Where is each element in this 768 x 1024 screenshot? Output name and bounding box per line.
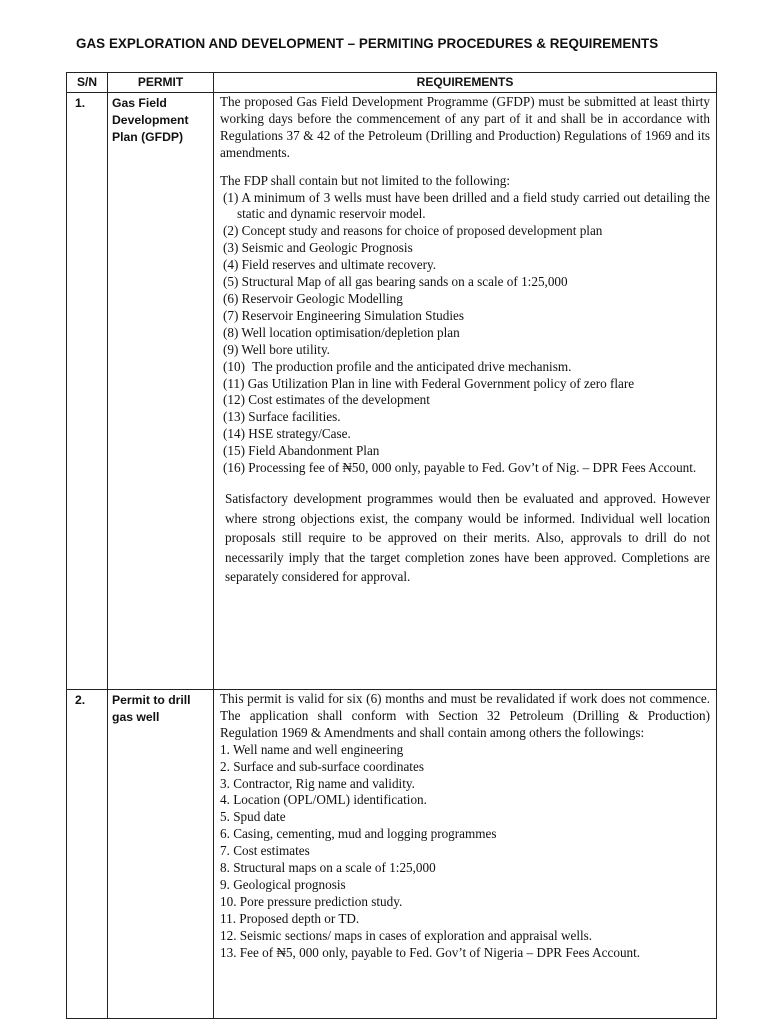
list-item: (14) HSE strategy/Case.: [223, 426, 351, 442]
list-item: 3. Contractor, Rig name and validity.: [220, 775, 415, 791]
list-item: (7) Reservoir Engineering Simulation Studies: [223, 307, 465, 323]
list-item: 4. Location (OPL/OML) identification.: [220, 792, 427, 808]
row-sn: 2.: [67, 690, 108, 1019]
list-item: 8. Structural maps on a scale of 1:25,000: [220, 860, 436, 876]
list-item: 10. Pore pressure prediction study.: [220, 893, 403, 909]
list-item: (6) Reservoir Geologic Modelling: [223, 290, 403, 306]
table-header-row: [67, 73, 717, 93]
header-permit: PERMIT: [108, 73, 214, 93]
closing-paragraph: Satisfactory development programmes would then be evaluated and approved. However where strong objections exist, the company would be informed. Individual well location proposals still require to be approved on their merits. Also, approvals to drill do not necessarily imply that the target completion zones have been approved. Completions are separately considered for approval.: [225, 490, 710, 585]
row-requirements: [214, 93, 717, 690]
header-requirements: REQUIREMENTS: [214, 73, 717, 93]
list-item: (13) Surface facilities.: [223, 409, 341, 425]
list-item: 5. Spud date: [220, 809, 286, 825]
list-item: 6. Casing, cementing, mud and logging programmes: [220, 826, 497, 842]
list-item: (8) Well location optimisation/depletion plan: [223, 324, 460, 340]
fdp-requirements-list: [220, 190, 710, 477]
list-item: (9) Well bore utility.: [223, 341, 330, 357]
drill-requirements-list: [220, 742, 710, 962]
row-permit: Permit to drill gas well: [108, 690, 214, 1019]
list-item: (15) Field Abandonment Plan: [223, 443, 380, 459]
row-permit: Gas Field Development Plan (GFDP): [108, 93, 214, 690]
list-item: (5) Structural Map of all gas bearing sands on a scale of 1:25,000: [223, 274, 568, 290]
list-item: 9. Geological prognosis: [220, 876, 346, 892]
list-heading: The FDP shall contain but not limited to the following:: [220, 172, 510, 188]
list-item: [220, 359, 710, 376]
list-item: 1. Well name and well engineering: [220, 741, 404, 757]
item-text: The production profile and the anticipated drive mechanism.: [252, 358, 572, 374]
permits-table: [66, 72, 717, 1019]
list-item: 7. Cost estimates: [220, 843, 310, 859]
list-item: (1) A minimum of 3 wells must have been drilled and a field study carried out detailing the static and dynamic reservoir model.: [223, 189, 710, 222]
document-title: GAS EXPLORATION AND DEVELOPMENT – PERMITING PROCEDURES & REQUIREMENTS: [76, 36, 659, 51]
requirements-intro: The proposed Gas Field Development Programme (GFDP) must be submitted at least thirty working days before the commencement of any part of it and shall be in accordance with Regulations 37 & 42 of the Petroleum (Drilling and Production) Regulations of 1969 and its amendments.: [220, 94, 710, 160]
list-item: 12. Seismic sections/ maps in cases of exploration and appraisal wells.: [220, 927, 593, 943]
list-item: (3) Seismic and Geologic Prognosis: [223, 240, 413, 256]
item-number: (10): [223, 358, 245, 374]
list-item: 13. Fee of ₦5, 000 only, payable to Fed. Gov’t of Nigeria – DPR Fees Account.: [220, 944, 641, 960]
header-sn: S/N: [67, 73, 108, 93]
list-item: (4) Field reserves and ultimate recovery.: [223, 257, 436, 273]
row-requirements: [214, 690, 717, 1019]
list-item: (11) Gas Utilization Plan in line with Federal Government policy of zero flare: [223, 375, 635, 391]
list-item: 11. Proposed depth or TD.: [220, 910, 360, 926]
table-row: [67, 690, 717, 1019]
list-item: (12) Cost estimates of the development: [223, 392, 430, 408]
list-item: (2) Concept study and reasons for choice of proposed development plan: [223, 223, 603, 239]
table-row: [67, 93, 717, 690]
list-item: 2. Surface and sub-surface coordinates: [220, 758, 424, 774]
requirements-intro: This permit is valid for six (6) months and must be revalidated if work does not commence. The application shall conform with Section 32 Petroleum (Drilling & Production) Regulation 1969 & Amendments and shall contain among others the followings:: [220, 691, 710, 740]
list-item: (16) Processing fee of ₦50, 000 only, payable to Fed. Gov’t of Nig. – DPR Fees Account.: [223, 460, 697, 476]
row-sn: 1.: [67, 93, 108, 690]
